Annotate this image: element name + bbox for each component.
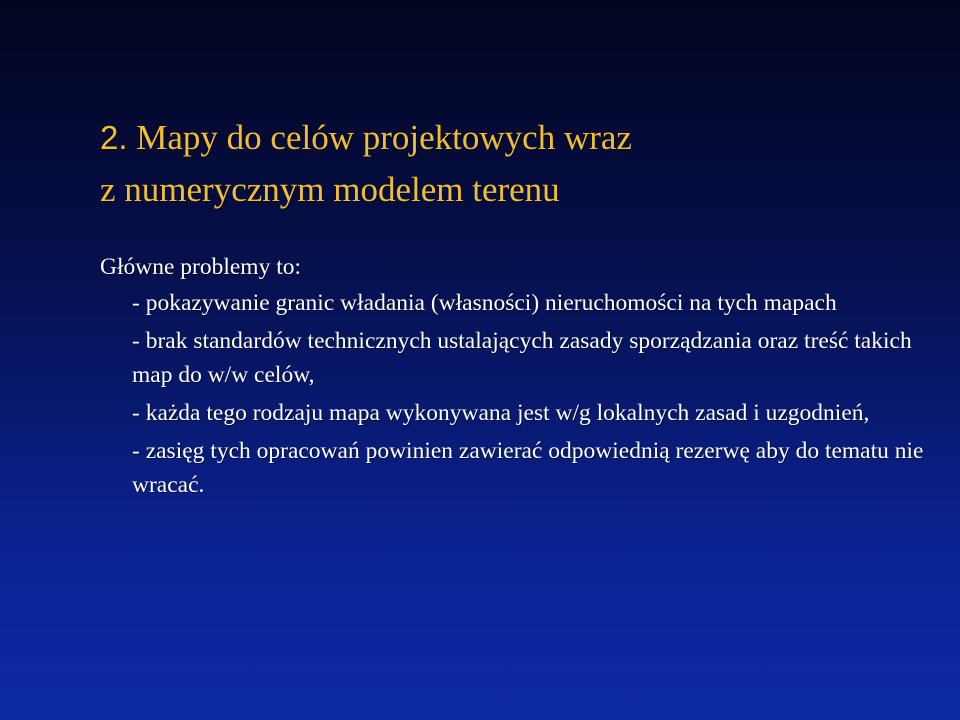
- bullet-item-4: - zasięg tych opracowań powinien zawierać odpowiednią rezerwę aby do tematu nie wracać.: [132, 438, 924, 498]
- title-line-1: [100, 112, 920, 164]
- title-number: 2.: [100, 119, 128, 156]
- slide-body: [100, 250, 930, 506]
- bullet-item-3: - każda tego rodzaju mapa wykonywana jest w/g lokalnych zasad i uzgodnień,: [132, 400, 870, 426]
- title-line-2: z numerycznym modelem terenu: [100, 170, 560, 209]
- bullet-item-1: - pokazywanie granic władania (własności) nieruchomości na tych mapach: [132, 290, 837, 316]
- title-text-1: Mapy do celów projektowych wraz: [127, 118, 632, 157]
- intro-text: Główne problemy to:: [100, 254, 302, 280]
- bullet-item-2: - brak standardów technicznych ustalających zasady sporządzania oraz treść takich map do w/w celów,: [132, 328, 912, 388]
- slide-title: [100, 112, 920, 216]
